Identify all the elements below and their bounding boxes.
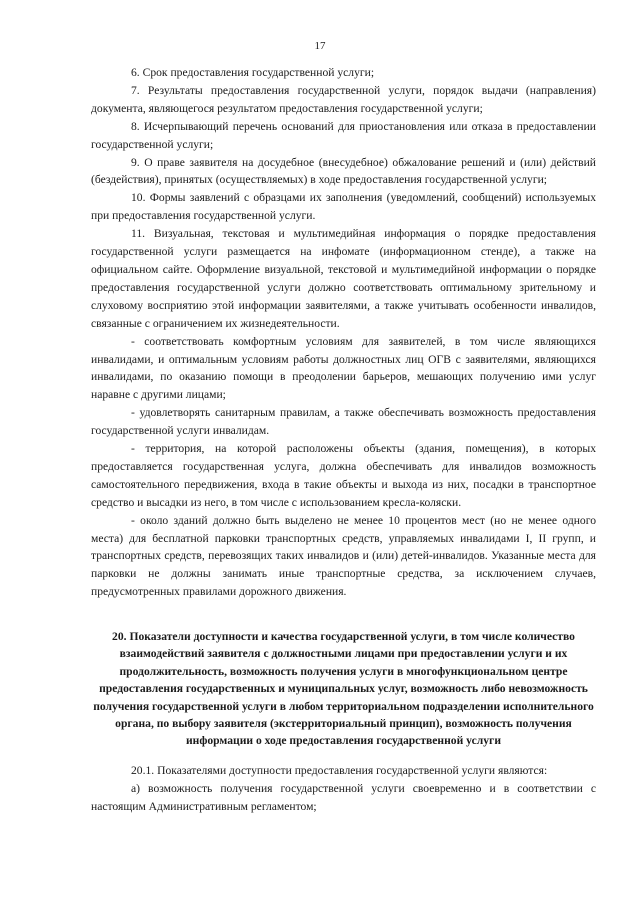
paragraph-item-11: 11. Визуальная, текстовая и мультимедийная информация о порядке предоставления государственной услуги размещается на инфомате (информационном стенде), а также на официальном сайте. Оформление визуальной, текстовой и мультимедийной информации о порядке предоставления государственной услуги должно соответствовать оптимальному зрительному и слуховому восприятию этой информации заявителями, а также учитывать особенности инвалидов, связанные с ограничением их жизнедеятельности. [91,227,596,330]
section-heading-text: 20. Показатели доступности и качества государственной услуги, в том числе количество взаимодействий заявителя с должностными лицами при предоставлении услуги и их продолжительность, возможность получения услуги в многофункциональном центре предоставления государственных и муниципальных услуг, возможность либо невозможность получения государственной услуги в любом территориальном подразделении исполнительного органа, по выбору заявителя (экстерриториальный принцип), возможность получения информации о ходе предоставления государственной услуги [93,630,594,748]
paragraph-20-1: 20.1. Показателями доступности предоставления государственной услуги являются: [131,764,548,777]
paragraph-item-7: 7. Результаты предоставления государственной услуги, порядок выдачи (направления) документа, являющегося результатом предоставления государственной услуги; [91,83,596,115]
bullet-parking: - около зданий должно быть выделено не менее 10 процентов мест (но не менее одного места) для бесплатной парковки транспортных средств, управляемых инвалидами I, II групп, и транспортных средств, перевозящих таких инвалидов и (или) детей-инвалидов. Указанные места для парковки не должны занимать иные транспортные средства, за исключением случаев, предусмотренных правилами дорожного движения. [91,513,596,599]
section-heading [91,628,596,750]
paragraph-item-8: 8. Исчерпывающий перечень оснований для приостановления или отказа в предоставлении государственной услуги; [91,119,596,151]
paragraph-item-6: 6. Срок предоставления государственной услуги; [131,66,375,79]
paragraph-item-9: 9. О праве заявителя на досудебное (внесудебное) обжалование решений и (или) действий (бездействия), принятых (осуществляемых) в ходе предоставления государственной услуги; [91,155,596,187]
document-body [91,64,596,601]
bullet-comfort-conditions: - соответствовать комфортным условиям для заявителей, в том числе являющихся инвалидами, и оптимальным условиям работы должностных лиц ОГВ с заявителями, являющихся инвалидами, по оказанию помощи в преодолении барьеров, мешающих получению ими услуг наравне с другими лицами; [91,334,596,402]
paragraph-item-10: 10. Формы заявлений с образцами их заполнения (уведомлений, сообщений) используемых при предоставления государственной услуги. [91,191,596,223]
bullet-sanitary-rules: - удовлетворять санитарным правилам, а также обеспечивать возможность предоставления государственной услуги инвалидам. [91,406,596,438]
document-body-continued [91,762,596,816]
bullet-territory-access: - территория, на которой расположены объекты (здания, помещения), в которых предоставляется государственная услуга, должна обеспечивать для инвалидов возможность самостоятельного передвижения, входа в такие объекты и выхода из них, посадки в транспортное средство и высадки из него, в том числе с использованием кресла-коляски. [91,442,596,509]
paragraph-20-1-a: а) возможность получения государственной услуги своевременно и в соответствии с настоящим Административным регламентом; [91,781,596,813]
page-number: 17 [314,40,326,52]
